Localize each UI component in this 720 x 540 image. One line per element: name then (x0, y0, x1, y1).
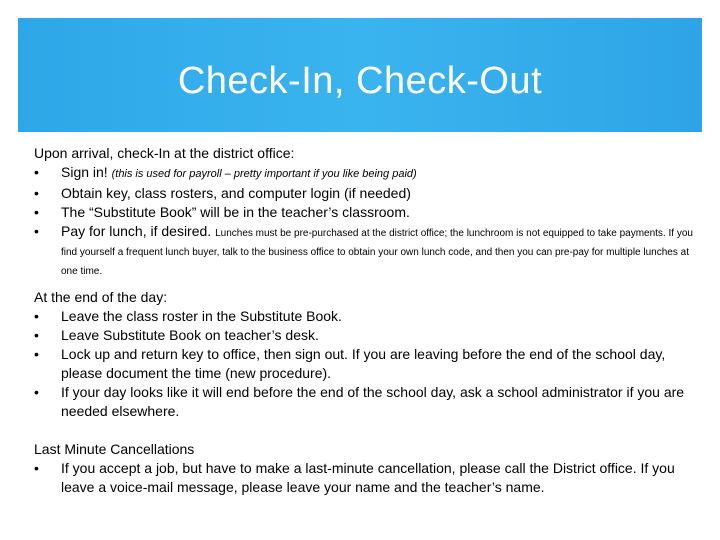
list-item (34, 203, 702, 222)
list-item (34, 307, 702, 326)
bullet-icon: • (34, 346, 39, 362)
item-text: The “Substitute Book” will be in the teacher’s classroom. (61, 204, 410, 220)
bullet-icon: • (34, 460, 39, 476)
list-item (34, 222, 702, 279)
list-item (34, 163, 702, 184)
slide-title: Check-In, Check-Out (177, 60, 543, 102)
bullet-icon: • (34, 308, 39, 324)
arrival-section (34, 144, 702, 279)
cancellations-section (34, 440, 702, 497)
arrival-heading: Upon arrival, check-In at the district office: (34, 145, 295, 161)
item-text: If your day looks like it will end before the end of the school day, ask a school administrator if you are needed elsewhere. (61, 384, 685, 419)
item-text: If you accept a job, but have to make a last-minute cancellation, please call the District office. If you leave a voice-mail message, please leave your name and the teacher’s name. (61, 460, 675, 495)
list-item (34, 345, 702, 383)
bullet-icon: • (34, 185, 39, 201)
end-of-day-section (34, 288, 702, 421)
item-text: Leave the class roster in the Substitute Book. (61, 308, 342, 324)
item-text: Obtain key, class rosters, and computer login (if needed) (61, 185, 411, 201)
item-text: Leave Substitute Book on teacher’s desk. (61, 327, 319, 343)
bullet-icon: • (34, 327, 39, 343)
list-item (34, 326, 702, 345)
bullet-icon: • (34, 223, 39, 239)
list-item (34, 383, 702, 421)
bullet-icon: • (34, 384, 39, 400)
item-note: Lunches must be pre-purchased at the district office; the lunchroom is not equipped to take payments. If you find yourself a frequent lunch buyer, talk to the business office to obtain your own lunch code, and then you can pre-pay for multiple lunches at one time. (61, 228, 693, 277)
bullet-icon: • (34, 204, 39, 220)
bullet-icon: • (34, 164, 39, 180)
item-note: (this is used for payroll – pretty important if you like being paid) (111, 168, 417, 180)
item-text: Pay for lunch, if desired. (61, 223, 212, 239)
list-item (34, 459, 702, 497)
item-text: Lock up and return key to office, then sign out. If you are leaving before the end of the school day, please document the time (new procedure). (61, 346, 666, 381)
end-of-day-heading: At the end of the day: (34, 289, 168, 305)
item-text: Sign in! (61, 164, 108, 180)
cancellations-heading: Last Minute Cancellations (34, 441, 195, 457)
list-item (34, 184, 702, 203)
title-banner (18, 18, 702, 132)
